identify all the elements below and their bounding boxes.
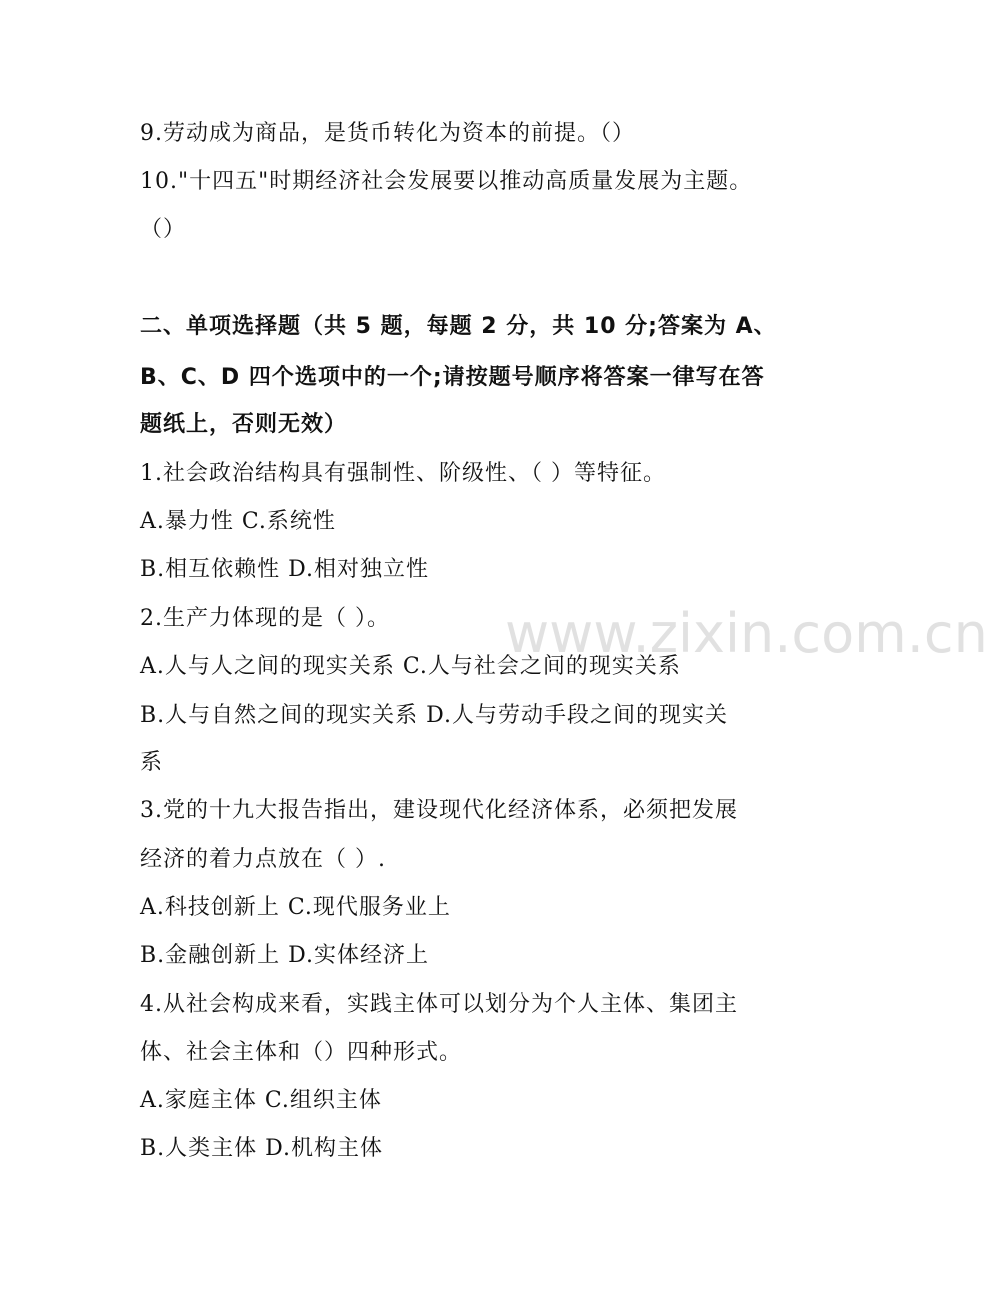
question-4-stem-cont: 体、社会主体和（）四种形式。 bbox=[140, 1040, 463, 1065]
question-4-options-ac: A.家庭主体 C.组织主体 bbox=[140, 1088, 382, 1113]
section-heading-line-3: 题纸上，否则无效） bbox=[140, 412, 348, 437]
question-2-options-bd-cont: 系 bbox=[140, 750, 164, 775]
question-4-stem: 4.从社会构成来看，实践主体可以划分为个人主体、集团主 bbox=[140, 992, 738, 1017]
question-1-stem: 1.社会政治结构具有强制性、阶级性、（ ）等特征。 bbox=[140, 461, 666, 486]
section-heading-line-1: 二、单项选择题（共 5 题，每题 2 分，共 10 分;答案为 A、 bbox=[140, 314, 777, 339]
judgment-item-9: 9.劳动成为商品，是货币转化为资本的前提。（） bbox=[140, 121, 635, 146]
question-2-options-ac: A.人与人之间的现实关系 C.人与社会之间的现实关系 bbox=[140, 654, 681, 679]
question-3-stem: 3.党的十九大报告指出，建设现代化经济体系，必须把发展 bbox=[140, 798, 738, 823]
question-3-stem-cont: 经济的着力点放在（ ）. bbox=[140, 847, 386, 872]
question-1-options-ac: A.暴力性 C.系统性 bbox=[140, 509, 336, 534]
question-2-options-bd: B.人与自然之间的现实关系 D.人与劳动手段之间的现实关 bbox=[140, 703, 729, 728]
judgment-item-10: 10."十四五"时期经济社会发展要以推动高质量发展为主题。 bbox=[140, 169, 753, 194]
question-1-options-bd: B.相互依赖性 D.相对独立性 bbox=[140, 557, 430, 582]
question-2-stem: 2.生产力体现的是（ ）。 bbox=[140, 606, 390, 631]
section-heading-line-2: B、C、D 四个选项中的一个;请按题号顺序将答案一律写在答 bbox=[140, 365, 765, 390]
question-4-options-bd: B.人类主体 D.机构主体 bbox=[140, 1136, 384, 1161]
question-3-options-ac: A.科技创新上 C.现代服务业上 bbox=[140, 895, 451, 920]
watermark: www.zixin.com.cn bbox=[505, 602, 988, 665]
question-3-options-bd: B.金融创新上 D.实体经济上 bbox=[140, 943, 430, 968]
judgment-item-10-answer: （） bbox=[140, 217, 187, 242]
